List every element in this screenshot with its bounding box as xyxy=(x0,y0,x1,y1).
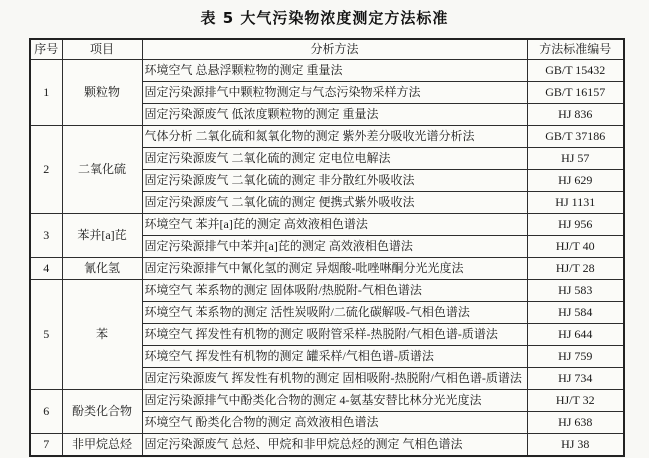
row-number-cell: 4 xyxy=(30,258,62,280)
method-cell: 环境空气 苯系物的测定 固体吸附/热脱附-气相色谱法 xyxy=(142,280,527,302)
column-header-method: 分析方法 xyxy=(142,39,527,60)
method-cell: 环境空气 酚类化合物的测定 高效液相色谱法 xyxy=(142,412,527,434)
standard-cell: HJ 734 xyxy=(527,368,624,390)
standard-cell: HJ 836 xyxy=(527,104,624,126)
item-cell: 颗粒物 xyxy=(62,60,142,126)
method-cell: 气体分析 二氧化硫和氮氧化物的测定 紫外差分吸收光谱分析法 xyxy=(142,126,527,148)
method-cell: 固定污染源废气 二氧化硫的测定 定电位电解法 xyxy=(142,148,527,170)
method-cell: 固定污染源排气中酚类化合物的测定 4-氨基安替比林分光光度法 xyxy=(142,390,527,412)
method-cell: 固定污染源排气中颗粒物测定与气态污染物采样方法 xyxy=(142,82,527,104)
column-header-item: 项目 xyxy=(62,39,142,60)
standard-cell: HJ/T 40 xyxy=(527,236,624,258)
column-header-no: 序号 xyxy=(30,39,62,60)
item-cell: 二氧化硫 xyxy=(62,126,142,214)
column-header-standard: 方法标准编号 xyxy=(527,39,624,60)
row-number-cell: 5 xyxy=(30,280,62,390)
row-number-cell: 2 xyxy=(30,126,62,214)
table-row xyxy=(30,214,624,236)
standard-cell: HJ 759 xyxy=(527,346,624,368)
method-cell: 固定污染源废气 二氧化硫的测定 便携式紫外吸收法 xyxy=(142,192,527,214)
standard-cell: HJ 1131 xyxy=(527,192,624,214)
row-number-cell: 7 xyxy=(30,434,62,457)
standard-cell: HJ/T 32 xyxy=(527,390,624,412)
row-number-cell: 3 xyxy=(30,214,62,258)
method-cell: 固定污染源废气 挥发性有机物的测定 固相吸附-热脱附/气相色谱-质谱法 xyxy=(142,368,527,390)
header-row xyxy=(30,39,624,60)
table-row xyxy=(30,390,624,412)
table-row xyxy=(30,60,624,82)
row-number-cell: 1 xyxy=(30,60,62,126)
method-cell: 环境空气 挥发性有机物的测定 吸附管采样-热脱附/气相色谱-质谱法 xyxy=(142,324,527,346)
standard-cell: HJ 584 xyxy=(527,302,624,324)
table-row xyxy=(30,258,624,280)
method-cell: 固定污染源废气 总烃、甲烷和非甲烷总烃的测定 气相色谱法 xyxy=(142,434,527,457)
item-cell: 苯并[a]芘 xyxy=(62,214,142,258)
row-number-cell: 6 xyxy=(30,390,62,434)
standard-cell: HJ 644 xyxy=(527,324,624,346)
method-cell: 固定污染源废气 低浓度颗粒物的测定 重量法 xyxy=(142,104,527,126)
item-cell: 非甲烷总烃 xyxy=(62,434,142,457)
standard-cell: HJ 638 xyxy=(527,412,624,434)
item-cell: 氰化氢 xyxy=(62,258,142,280)
standard-cell: HJ/T 28 xyxy=(527,258,624,280)
standard-cell: HJ 629 xyxy=(527,170,624,192)
item-cell: 苯 xyxy=(62,280,142,390)
method-cell: 环境空气 苯并[a]芘的测定 高效液相色谱法 xyxy=(142,214,527,236)
method-cell: 环境空气 总悬浮颗粒物的测定 重量法 xyxy=(142,60,527,82)
standard-cell: HJ 57 xyxy=(527,148,624,170)
table-title: 表 5 大气污染物浓度测定方法标准 xyxy=(200,9,449,27)
item-cell: 酚类化合物 xyxy=(62,390,142,434)
standard-cell: HJ 956 xyxy=(527,214,624,236)
method-cell: 环境空气 挥发性有机物的测定 罐采样/气相色谱-质谱法 xyxy=(142,346,527,368)
standard-cell: HJ 583 xyxy=(527,280,624,302)
table-row xyxy=(30,126,624,148)
table-container xyxy=(29,38,649,457)
standard-cell: HJ 38 xyxy=(527,434,624,457)
methods-table xyxy=(29,38,625,457)
method-cell: 固定污染源排气中氰化氢的测定 异烟酸-吡唑啉酮分光光度法 xyxy=(142,258,527,280)
standard-cell: GB/T 16157 xyxy=(527,82,624,104)
table-row xyxy=(30,434,624,457)
table-row xyxy=(30,280,624,302)
method-cell: 固定污染源排气中苯并[a]芘的测定 高效液相色谱法 xyxy=(142,236,527,258)
method-cell: 固定污染源废气 二氧化硫的测定 非分散红外吸收法 xyxy=(142,170,527,192)
standard-cell: GB/T 15432 xyxy=(527,60,624,82)
standard-cell: GB/T 37186 xyxy=(527,126,624,148)
method-cell: 环境空气 苯系物的测定 活性炭吸附/二硫化碳解吸-气相色谱法 xyxy=(142,302,527,324)
